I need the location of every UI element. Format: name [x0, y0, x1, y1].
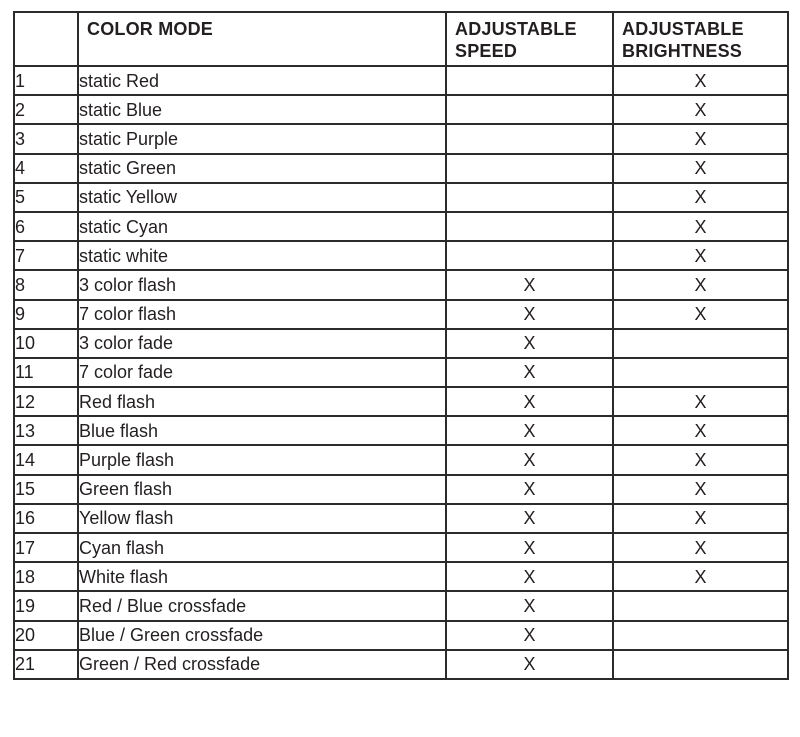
- table-row: [14, 504, 788, 533]
- row-speed-mark: X: [446, 591, 613, 620]
- table-row: [14, 621, 788, 650]
- row-number: 2: [14, 95, 78, 124]
- row-number: 4: [14, 154, 78, 183]
- row-color-mode: static Red: [78, 66, 446, 95]
- row-speed-mark: X: [446, 650, 613, 679]
- row-speed-mark: [446, 124, 613, 153]
- row-number: 10: [14, 329, 78, 358]
- table-body: [14, 66, 788, 679]
- row-number: 5: [14, 183, 78, 212]
- row-number: 6: [14, 212, 78, 241]
- row-color-mode: 3 color flash: [78, 270, 446, 299]
- row-brightness-mark: X: [613, 95, 788, 124]
- row-color-mode: White flash: [78, 562, 446, 591]
- table-row: [14, 329, 788, 358]
- row-number: 3: [14, 124, 78, 153]
- row-brightness-mark: X: [613, 124, 788, 153]
- row-number: 17: [14, 533, 78, 562]
- header-row: [14, 12, 788, 66]
- row-number: 13: [14, 416, 78, 445]
- table-row: [14, 124, 788, 153]
- row-color-mode: static Cyan: [78, 212, 446, 241]
- row-speed-mark: [446, 183, 613, 212]
- table-row: [14, 66, 788, 95]
- row-color-mode: static Green: [78, 154, 446, 183]
- row-speed-mark: [446, 212, 613, 241]
- row-color-mode: Red flash: [78, 387, 446, 416]
- row-number: 7: [14, 241, 78, 270]
- row-color-mode: 3 color fade: [78, 329, 446, 358]
- row-number: 11: [14, 358, 78, 387]
- row-color-mode: static Blue: [78, 95, 446, 124]
- row-color-mode: Blue flash: [78, 416, 446, 445]
- table-row: [14, 183, 788, 212]
- row-speed-mark: [446, 154, 613, 183]
- row-speed-mark: X: [446, 358, 613, 387]
- row-brightness-mark: [613, 329, 788, 358]
- table-row: [14, 562, 788, 591]
- row-brightness-mark: [613, 621, 788, 650]
- row-brightness-mark: X: [613, 445, 788, 474]
- header-number: [14, 12, 78, 66]
- row-brightness-mark: X: [613, 300, 788, 329]
- row-brightness-mark: X: [613, 562, 788, 591]
- table-row: [14, 416, 788, 445]
- row-speed-mark: [446, 95, 613, 124]
- row-speed-mark: [446, 241, 613, 270]
- table-row: [14, 533, 788, 562]
- table-row: [14, 445, 788, 474]
- row-speed-mark: X: [446, 416, 613, 445]
- row-brightness-mark: X: [613, 387, 788, 416]
- row-brightness-mark: [613, 358, 788, 387]
- table-row: [14, 300, 788, 329]
- row-brightness-mark: [613, 591, 788, 620]
- row-color-mode: 7 color fade: [78, 358, 446, 387]
- row-number: 14: [14, 445, 78, 474]
- row-number: 8: [14, 270, 78, 299]
- table-row: [14, 95, 788, 124]
- row-speed-mark: X: [446, 562, 613, 591]
- row-number: 21: [14, 650, 78, 679]
- row-color-mode: Green flash: [78, 475, 446, 504]
- row-brightness-mark: X: [613, 270, 788, 299]
- table-row: [14, 241, 788, 270]
- row-color-mode: static Yellow: [78, 183, 446, 212]
- row-color-mode: Cyan flash: [78, 533, 446, 562]
- table-row: [14, 475, 788, 504]
- table-row: [14, 270, 788, 299]
- row-number: 9: [14, 300, 78, 329]
- header-color-mode: COLOR MODE: [78, 12, 446, 66]
- row-speed-mark: X: [446, 475, 613, 504]
- table-row: [14, 154, 788, 183]
- table-row: [14, 650, 788, 679]
- row-number: 19: [14, 591, 78, 620]
- row-color-mode: Yellow flash: [78, 504, 446, 533]
- row-brightness-mark: X: [613, 154, 788, 183]
- row-number: 16: [14, 504, 78, 533]
- table-row: [14, 387, 788, 416]
- row-color-mode: Purple flash: [78, 445, 446, 474]
- row-speed-mark: X: [446, 504, 613, 533]
- row-speed-mark: X: [446, 533, 613, 562]
- row-color-mode: Blue / Green crossfade: [78, 621, 446, 650]
- color-mode-table: [13, 11, 789, 680]
- table-row: [14, 358, 788, 387]
- header-adjustable-speed: ADJUSTABLE SPEED: [446, 12, 613, 66]
- row-brightness-mark: X: [613, 241, 788, 270]
- header-adjustable-brightness: ADJUSTABLE BRIGHTNESS: [613, 12, 788, 66]
- row-brightness-mark: X: [613, 212, 788, 241]
- row-brightness-mark: X: [613, 504, 788, 533]
- row-brightness-mark: [613, 650, 788, 679]
- row-color-mode: static white: [78, 241, 446, 270]
- row-color-mode: Red / Blue crossfade: [78, 591, 446, 620]
- row-speed-mark: X: [446, 621, 613, 650]
- table-row: [14, 591, 788, 620]
- row-number: 15: [14, 475, 78, 504]
- row-speed-mark: X: [446, 445, 613, 474]
- row-color-mode: 7 color flash: [78, 300, 446, 329]
- row-brightness-mark: X: [613, 183, 788, 212]
- row-speed-mark: X: [446, 300, 613, 329]
- row-brightness-mark: X: [613, 416, 788, 445]
- row-brightness-mark: X: [613, 533, 788, 562]
- row-color-mode: Green / Red crossfade: [78, 650, 446, 679]
- row-number: 20: [14, 621, 78, 650]
- row-brightness-mark: X: [613, 66, 788, 95]
- row-speed-mark: X: [446, 329, 613, 358]
- row-number: 18: [14, 562, 78, 591]
- row-brightness-mark: X: [613, 475, 788, 504]
- row-speed-mark: [446, 66, 613, 95]
- table-header: [14, 12, 788, 66]
- row-number: 1: [14, 66, 78, 95]
- table-row: [14, 212, 788, 241]
- row-speed-mark: X: [446, 270, 613, 299]
- row-number: 12: [14, 387, 78, 416]
- row-speed-mark: X: [446, 387, 613, 416]
- row-color-mode: static Purple: [78, 124, 446, 153]
